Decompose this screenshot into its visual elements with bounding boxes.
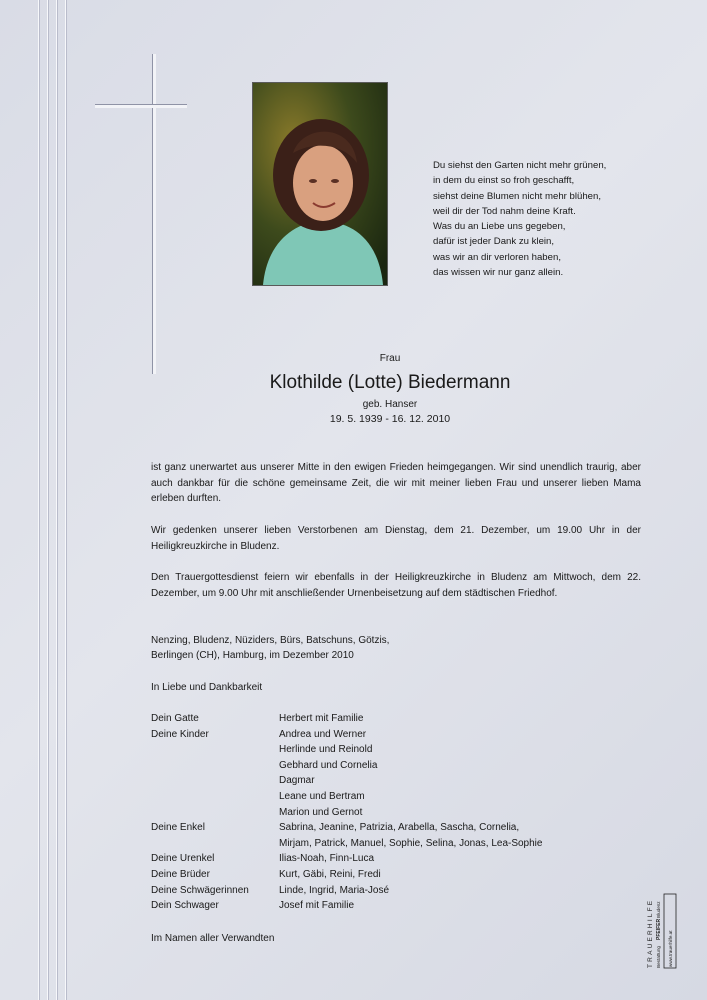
closing-line: Im Namen aller Verwandten [151,933,275,944]
places-date-line: Berlingen (CH), Hamburg, im Dezember 2010 [151,650,354,661]
family-role: Deine Schwägerinnen [151,884,249,896]
family-names: Herlinde und Reinold [279,744,373,756]
family-names: Gebhard und Cornelia [279,759,378,771]
family-row [151,727,542,821]
salutation: Frau [379,353,401,364]
paragraph-announcement: ist ganz unerwartet aus unserer Mitte in den ewigen Frieden heimgegangen. Wir sind unendlich traurig, aber auch dankbar für die schöne gemeinsame Zeit, die wir mit meiner lieben Frau und unserer lieben Mama erleben durften. [151,462,641,505]
family-names: Mirjam, Patrick, Manuel, Sophie, Selina, Jonas, Lea-Sophie [279,837,543,849]
family-row [151,883,542,899]
family-names: Sabrina, Jeanine, Patrizia, Arabella, Sascha, Cornelia, [279,822,520,834]
family-names: Marion und Gernot [279,806,363,818]
birth-name: geb. Hanser [362,399,418,410]
poem-line: das wissen wir nur ganz allein. [433,267,564,279]
logo-text-trauerhilfe: TRAUERHILFE [647,898,654,968]
family-row [151,898,542,914]
portrait-photo [252,82,388,286]
poem-line: in dem du einst so froh geschafft, [433,175,575,187]
logo-text-bludenz: Bludenz [656,901,661,918]
family-names: Linde, Ingrid, Maria-José [279,884,390,896]
places-line: Nenzing, Bludenz, Nüziders, Bürs, Batschuns, Götzis, [151,635,390,646]
poem-line: Was du an Liebe uns gegeben, [433,221,566,233]
family-role: Dein Schwager [151,900,219,912]
family-row [151,711,542,727]
decorative-stripes [38,0,70,1000]
family-row [151,820,542,851]
logo-text-url: www.trauerhilfe.at [668,930,673,967]
undertaker-logo [645,870,679,970]
poem-line: was wir an dir verloren haben, [433,251,561,263]
poem-line: siehst deine Blumen nicht mehr blühen, [433,190,601,202]
paragraph-funeral: Den Trauergottesdienst feiern wir ebenfalls in der Heiligkreuzkirche in Bludenz am Mittwoch, dem 22. Dezember, um 9.00 Uhr mit anschließender Urnenbeisetzung auf dem städtischen Friedhof. [151,572,641,599]
poem-line: dafür ist jeder Dank zu klein, [433,236,555,248]
life-dates: 19. 5. 1939 - 16. 12. 2010 [329,413,451,425]
love-line: In Liebe und Dankbarkeit [151,682,263,693]
family-names: Josef mit Familie [279,900,355,912]
family-names: Andrea und Werner [279,728,367,740]
logo-text-bestattung: Bestattung [656,946,661,968]
family-row [151,867,542,883]
family-role: Dein Gatte [151,713,199,724]
family-names: Leane und Bertram [279,790,365,802]
poem [433,158,606,280]
poem-line: weil dir der Tod nahm deine Kraft. [433,205,576,217]
family-names: Herbert mit Familie [279,713,364,724]
family-list [151,711,542,914]
family-row [151,851,542,867]
family-names: Ilias-Noah, Finn-Luca [279,853,375,865]
poem-line: Du siehst den Garten nicht mehr grünen, [433,160,607,171]
family-names: Kurt, Gäbi, Reini, Fredi [279,868,381,880]
deceased-name: Klothilde (Lotte) Biedermann [269,372,511,393]
family-role: Deine Urenkel [151,853,215,865]
family-role: Deine Enkel [151,822,205,834]
family-role: Deine Kinder [151,728,209,740]
family-names: Dagmar [279,775,315,787]
logo-text-pfeifer: PFEIFER [656,918,662,940]
paragraph-wake: Wir gedenken unserer lieben Verstorbenen am Dienstag, dem 21. Dezember, um 19.00 Uhr in der Heiligkreuzkirche in Bludenz. [151,525,641,552]
family-role: Deine Brüder [151,868,210,880]
